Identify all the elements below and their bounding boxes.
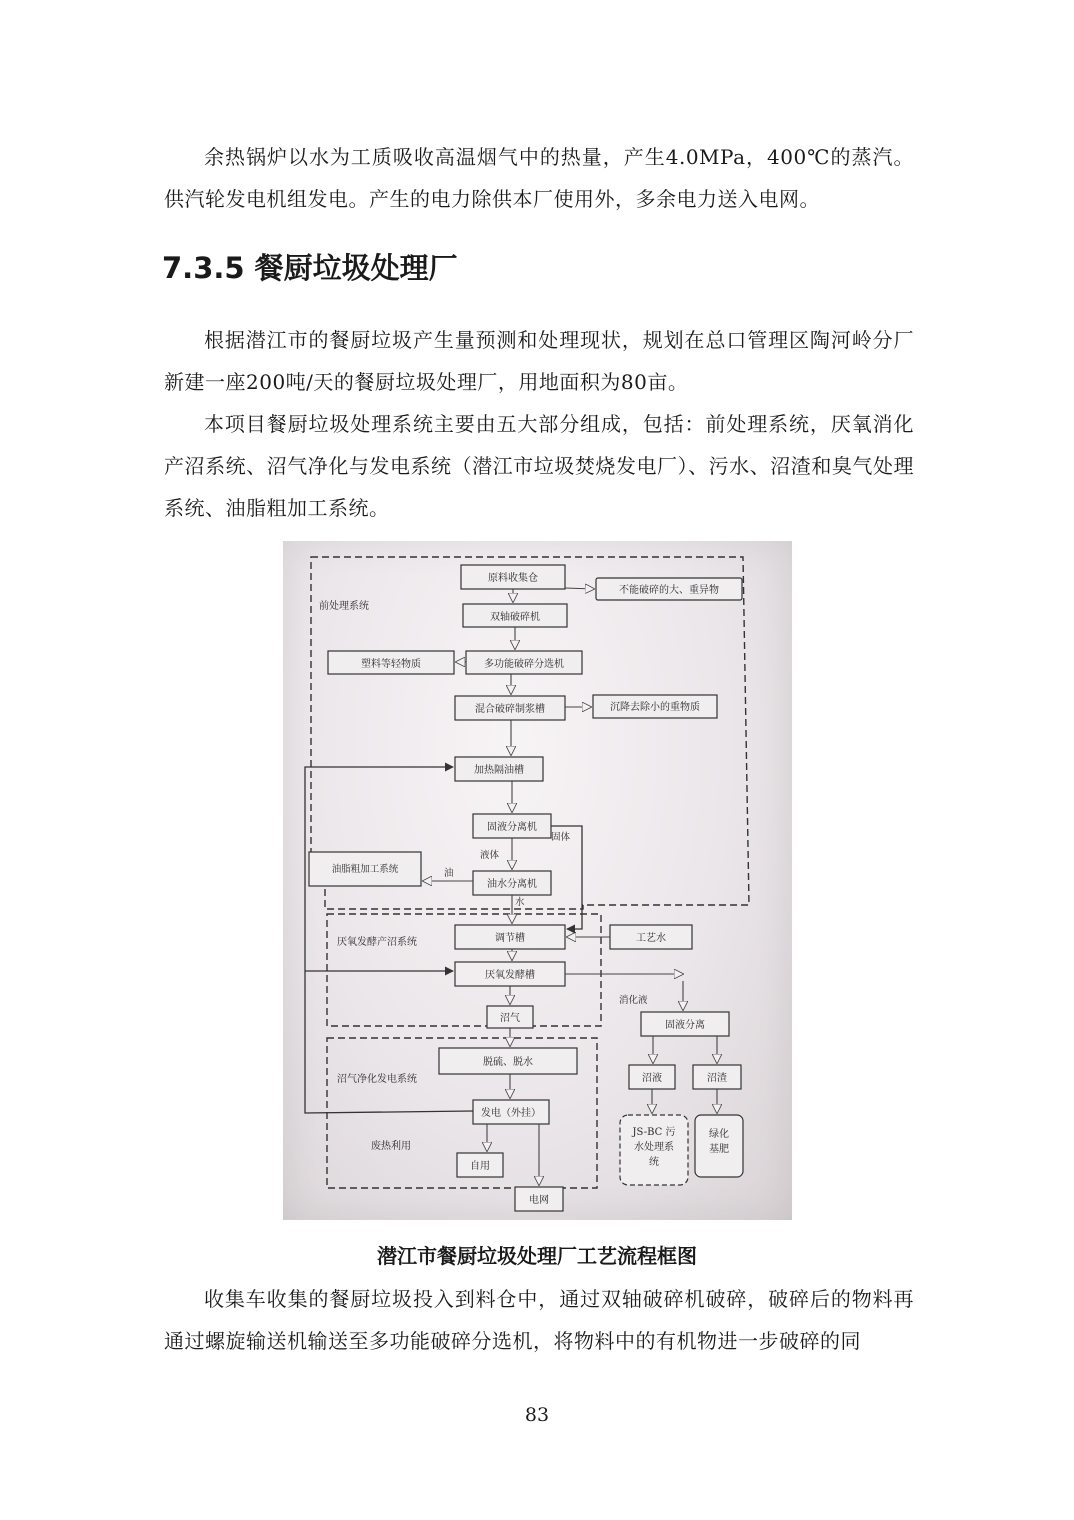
node-solid-liquid: 固液分离机: [487, 822, 537, 833]
group-label-biogas-power: 沼气净化发电系统: [337, 1074, 417, 1085]
label-water: 水: [515, 897, 525, 908]
node-digest-separation: 固液分离: [665, 1020, 705, 1031]
node-oil-processing: 油脂粗加工系统: [331, 864, 399, 875]
paragraph-process-description: 收集车收集的餐厨垃圾投入到料仓中，通过双轴破碎机破碎，破碎后的物料再通过螺旋输送机输送至多功能破碎分选机，将物料中的有机物进一步破碎的同: [164, 1287, 914, 1353]
group-label-waste-heat: 废热利用: [371, 1141, 411, 1152]
paragraph-system-composition: 本项目餐厨垃圾处理系统主要由五大部分组成，包括：前处理系统，厌氧消化产沼系统、沼气净化与发电系统（潜江市垃圾焚烧发电厂）、污水、沼渣和臭气处理系统、油脂粗加工系统。: [164, 412, 914, 520]
node-grid: 电网: [529, 1195, 549, 1206]
node-sediment: 沉降去除小的重物质: [610, 702, 700, 713]
label-liquid: 液体: [480, 850, 500, 861]
node-generator: 发电（外挂）: [481, 1108, 541, 1119]
process-flowchart-photo: [283, 541, 792, 1220]
label-digestate: 消化液: [619, 995, 648, 1006]
process-flowchart: [283, 541, 792, 1220]
node-jsbc-line1: JS-BC 污: [632, 1127, 676, 1138]
paragraph-plant-plan: 根据潜江市的餐厨垃圾产生量预测和处理现状，规划在总口管理区陶河岭分厂新建一座200吨/天的餐厨垃圾处理厂，用地面积为80亩。: [164, 328, 914, 394]
node-jsbc-line2: 水处理系: [634, 1142, 674, 1153]
node-oil-water: 油水分离机: [487, 879, 537, 890]
paragraph-waste-heat-boiler: 余热锅炉以水为工质吸收高温烟气中的热量，产生4.0MPa，400℃的蒸汽。供汽轮发电机组发电。产生的电力除供本厂使用外，多余电力送入电网。: [164, 145, 914, 211]
label-oil: 油: [444, 868, 454, 879]
section-heading: 7.3.5 餐厨垃圾处理厂: [162, 251, 458, 285]
group-label-anaerobic: 厌氧发酵产沼系统: [337, 937, 417, 948]
label-solid: 固体: [551, 832, 571, 843]
node-biogas: 沼气: [500, 1013, 520, 1024]
node-plastics: 塑料等轻物质: [361, 659, 421, 670]
node-biogas-residue: 沼渣: [707, 1073, 727, 1084]
node-process-water: 工艺水: [636, 933, 666, 944]
node-slurry-tank: 混合破碎制浆槽: [475, 704, 545, 715]
node-fermenter: 厌氧发酵槽: [485, 970, 535, 981]
node-biogas-liquid: 沼液: [642, 1073, 662, 1084]
figure-caption: 潜江市餐厨垃圾处理厂工艺流程框图: [377, 1244, 697, 1268]
node-shredder: 双轴破碎机: [490, 612, 540, 623]
node-fertilizer-line2: 基肥: [709, 1144, 729, 1155]
node-separator: 多功能破碎分选机: [484, 659, 564, 670]
page-number: 83: [524, 1404, 550, 1426]
node-jsbc-line3: 统: [649, 1157, 659, 1168]
node-raw-bin: 原料收集仓: [488, 573, 538, 584]
node-heating-tank: 加热隔油槽: [474, 765, 524, 776]
node-desulfur: 脱硫、脱水: [483, 1057, 533, 1068]
node-heavy-debris: 不能破碎的大、重异物: [619, 585, 719, 596]
node-regulating-tank: 调节槽: [495, 933, 525, 944]
group-label-pretreat: 前处理系统: [319, 601, 369, 612]
node-fertilizer-line1: 绿化: [709, 1129, 729, 1140]
node-self-use: 自用: [470, 1161, 490, 1172]
